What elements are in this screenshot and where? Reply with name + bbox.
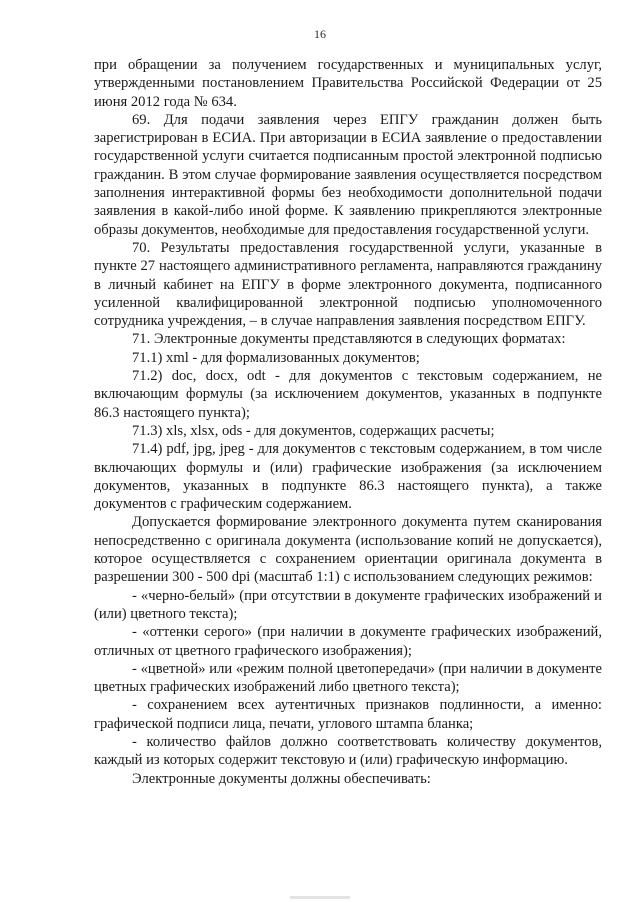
paragraph-69: 69. Для подачи заявления через ЕПГУ гражданин должен быть зарегистрирован в ЕСИА. При авторизации в ЕСИА заявление о предоставлении государственной услуги считается подписанным простой электронной подписью гражданин. В этом случае формирование заявления осуществляется посредством заполнения интерактивной формы без необходимости дополнительной подачи заявления в какой-либо иной форме. К заявлению прикрепляются электронные образы документов, необходимые для предоставления государственной услуги.	[94, 111, 602, 238]
paragraph-continuation: при обращении за получением государственных и муниципальных услуг, утвержденными постановлением Правительства Российской Федерации от 25 июня 2012 года № 634.	[94, 57, 602, 110]
list-item-file-count: - количество файлов должно соответствовать количеству документов, каждый из которых содержит текстовую и (или) графическую информацию.	[94, 733, 602, 769]
paragraph-70: 70. Результаты предоставления государственной услуги, указанные в пункте 27 настоящего административного регламента, направляются гражданину в личный кабинет на ЕПГУ в форме электронного документа, подписанного усиленной квалифицированной электронной подписью уполномоченного сотрудника учреждения, – в случае направления заявления посредством ЕПГУ.	[94, 239, 602, 330]
list-item-authenticity: - сохранением всех аутентичных признаков подлинности, а именно: графической подписи лица, печати, углового штампа бланка;	[94, 697, 602, 732]
paragraph-71-4: 71.4) pdf, jpg, jpeg - для документов с текстовым содержанием, в том числе включающих формулы и (или) графические изображения (за исключением документов, указанных в подпункте 86.3 настоящего пункта), а также документов с графическим содержанием.	[94, 441, 602, 513]
list-item-grayscale: - «оттенки серого» (при наличии в документе графических изображений, отличных от цветного графического изображения);	[94, 624, 602, 659]
paragraph-71-1: 71.1) xml - для формализованных документов;	[132, 349, 420, 366]
paragraph-scanning: Допускается формирование электронного документа путем сканирования непосредственно с оригинала документа (использование копий не допускается), которое осуществляется с сохранением ориентации оригинала документа в разрешении 300 - 500 dpi (масштаб 1:1) с использованием следующих режимов:	[94, 514, 602, 586]
paragraph-71-2: 71.2) doc, docx, odt - для документов с текстовым содержанием, не включающим формулы (за исключением документов, указанных в подпункте 86.3 настоящего пункта);	[94, 368, 602, 421]
paragraph-71: 71. Электронные документы представляются в следующих форматах:	[132, 331, 566, 348]
document-body	[94, 56, 602, 788]
page-number: 16	[314, 27, 326, 41]
paragraph-requirements: Электронные документы должны обеспечивать:	[132, 770, 431, 787]
paragraph-71-3: 71.3) xls, xlsx, ods - для документов, содержащих расчеты;	[132, 422, 495, 439]
list-item-color: - «цветной» или «режим полной цветопередачи» (при наличии в документе цветных графических изображений либо цветного текста);	[94, 660, 602, 696]
list-item-black-white: - «черно-белый» (при отсутствии в документе графических изображений и (или) цветного текста);	[94, 587, 602, 622]
footer-mark	[290, 896, 350, 899]
